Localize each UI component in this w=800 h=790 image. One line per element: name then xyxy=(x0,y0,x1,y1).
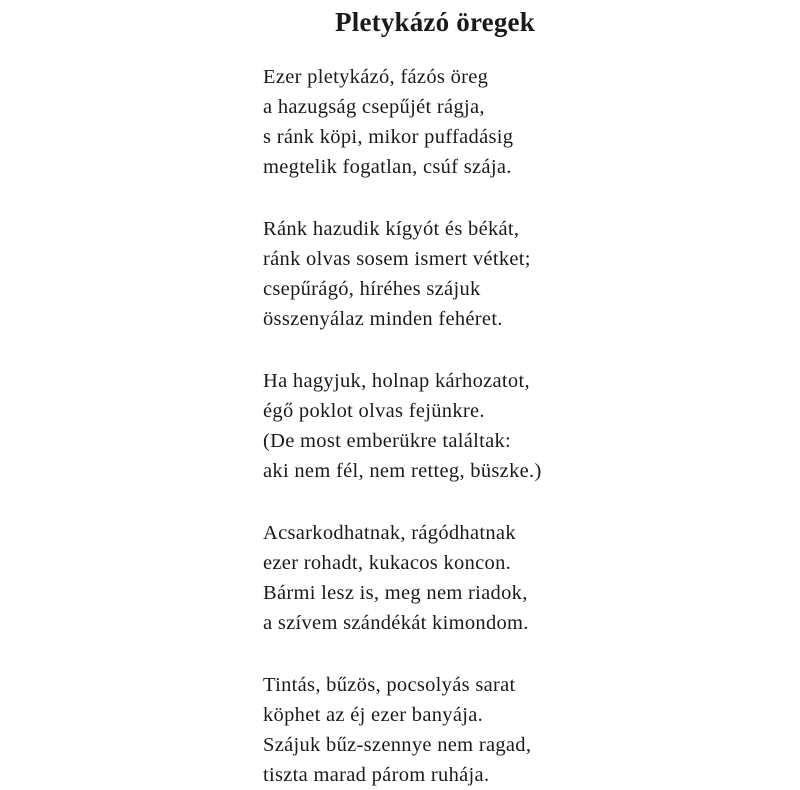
poem-line: Tintás, bűzös, pocsolyás sarat xyxy=(263,674,516,696)
stanza-3 xyxy=(263,366,783,486)
poem-line: megtelik fogatlan, csúf szája. xyxy=(263,156,512,178)
poem-line: összenyálaz minden fehéret. xyxy=(263,308,503,330)
poem-line: (De most emberükre találtak: xyxy=(263,430,512,452)
stanza-4 xyxy=(263,518,783,638)
stanza-2 xyxy=(263,214,783,334)
poem-line: köphet az éj ezer banyája. xyxy=(263,704,484,726)
poem-line: ezer rohadt, kukacos koncon. xyxy=(263,552,512,574)
poem-title: Pletykázó öregek xyxy=(335,7,535,37)
poem-line: égő poklot olvas fejünkre. xyxy=(263,400,485,422)
poem-line: Ezer pletykázó, fázós öreg xyxy=(263,66,489,88)
poem-line: tiszta marad párom ruhája. xyxy=(263,764,490,786)
stanza-5 xyxy=(263,670,783,790)
poem-line: a szívem szándékát kimondom. xyxy=(263,612,529,634)
poem-line: a hazugság csepűjét rágja, xyxy=(263,96,485,118)
poem-line: Ha hagyjuk, holnap kárhozatot, xyxy=(263,370,530,392)
poem-line: Acsarkodhatnak, rágódhatnak xyxy=(263,522,516,544)
poem-line: Szájuk bűz-szennye nem ragad, xyxy=(263,734,532,756)
poem-line: ránk olvas sosem ismert vétket; xyxy=(263,248,531,270)
poem-line: csepűrágó, híréhes szájuk xyxy=(263,278,481,300)
poem-line: Bármi lesz is, meg nem riadok, xyxy=(263,582,528,604)
stanza-1 xyxy=(263,62,783,182)
poem-body xyxy=(263,62,783,790)
poem-line: aki nem fél, nem retteg, büszke.) xyxy=(263,460,542,482)
poem-line: Ránk hazudik kígyót és békát, xyxy=(263,218,520,240)
poem-line: s ránk köpi, mikor puffadásig xyxy=(263,126,514,148)
